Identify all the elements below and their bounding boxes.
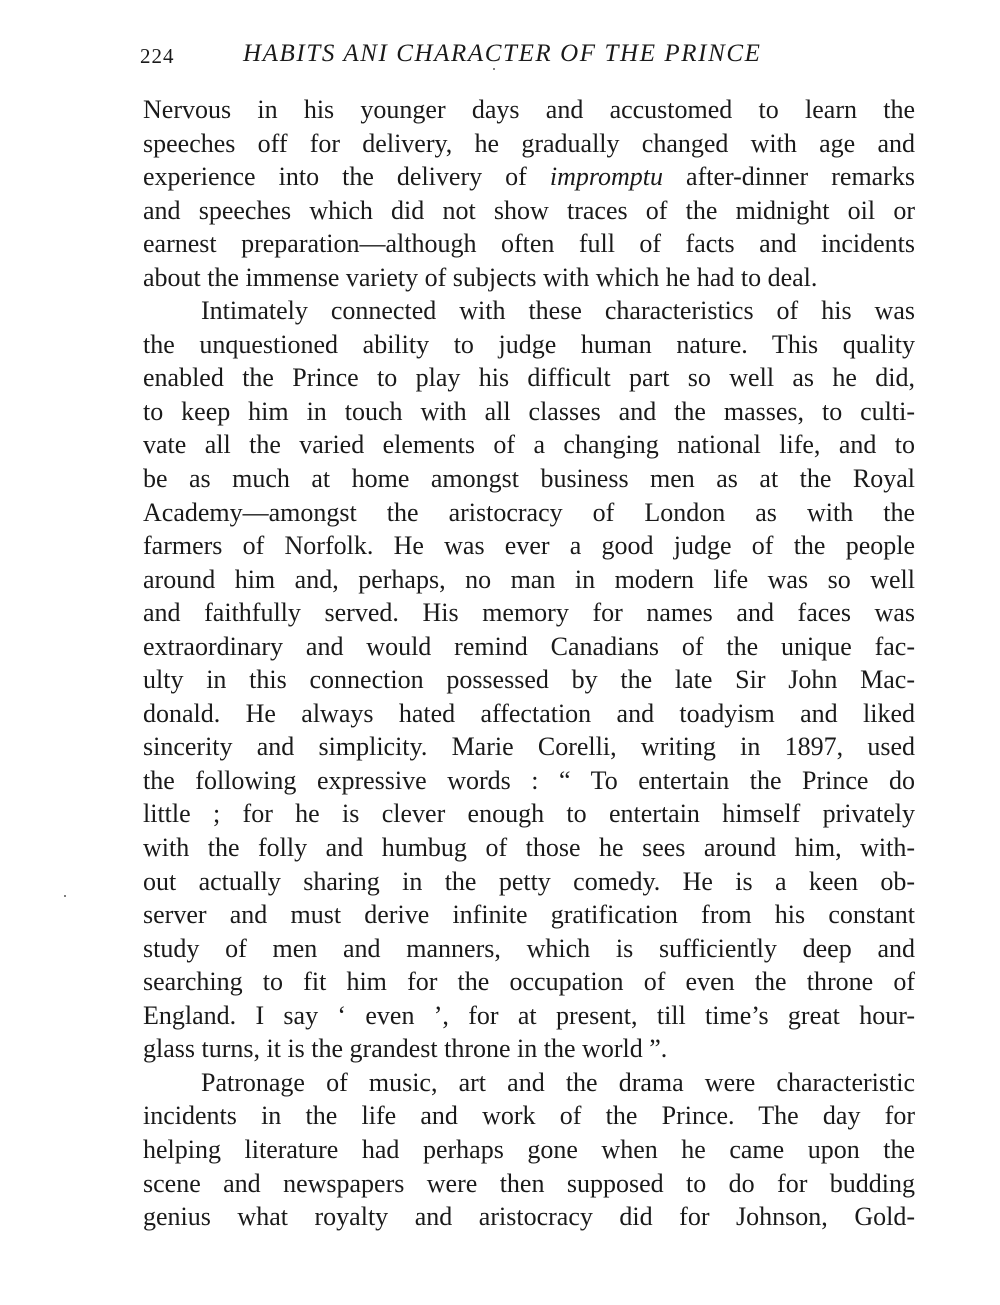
text-line: server and must derive infinite gratification from his constant [143, 900, 915, 930]
text-line: sincerity and simplicity. Marie Corelli, writing in 1897, used [143, 732, 915, 762]
page-number: 224 [140, 44, 175, 68]
text-segment: after-dinner remarks [663, 162, 915, 192]
text-line: enabled the Prince to play his difficult part so well as he did, [143, 363, 915, 393]
text-line: genius what royalty and aristocracy did for Johnson, Gold- [143, 1202, 915, 1232]
text-line: to keep him in touch with all classes and the masses, to culti- [143, 396, 915, 426]
text-line: extraordinary and would remind Canadians of the unique fac- [143, 631, 915, 661]
text-line: the following expressive words : “ To entertain the Prince do [143, 765, 915, 795]
text-line: Academy—amongst the aristocracy of London as with the [143, 497, 915, 527]
text-line: earnest preparation—although often full of facts and incidents [143, 229, 915, 259]
text-line: donald. He always hated affectation and toadyism and liked [143, 698, 915, 728]
body-text [143, 93, 915, 1234]
text-line: helping literature had perhaps gone when he came upon the [143, 1134, 915, 1164]
text-line: and speeches which did not show traces of the midnight oil or [143, 195, 915, 225]
text-line: around him and, perhaps, no man in modern life was so well [143, 564, 915, 594]
text-line: Patronage of music, art and the drama were characteristic [201, 1067, 915, 1097]
text-line: incidents in the life and work of the Prince. The day for [143, 1101, 915, 1131]
text-line: out actually sharing in the petty comedy. He is a keen ob- [143, 866, 915, 896]
italic-term: impromptu [549, 162, 663, 192]
text-line: be as much at home amongst business men as at the Royal [143, 464, 915, 494]
text-line: vate all the varied elements of a changing national life, and to [143, 430, 915, 460]
text-line [143, 160, 915, 194]
text-line: farmers of Norfolk. He was ever a good judge of the people [143, 531, 915, 561]
scan-speck [493, 68, 495, 70]
running-head [140, 40, 930, 72]
text-line: speeches off for delivery, he gradually changed with age and [143, 128, 915, 158]
text-line: and faithfully served. His memory for names and faces was [143, 598, 915, 628]
running-title: HABITS ANI CHARACTER OF THE PRINCE [243, 40, 762, 67]
text-line: the unquestioned ability to judge human nature. This quality [143, 329, 915, 359]
text-line: with the folly and humbug of those he sees around him, with- [143, 833, 915, 863]
text-line: England. I say ‘ even ’, for at present, till time’s great hour- [143, 1000, 915, 1030]
text-line: glass turns, it is the grandest throne in the world ”. [143, 1034, 668, 1064]
text-segment: experience into the delivery of [143, 162, 550, 192]
text-line: study of men and manners, which is sufficiently deep and [143, 933, 915, 963]
text-line: scene and newspapers were then supposed to do for budding [143, 1168, 915, 1198]
text-line: ulty in this connection possessed by the late Sir John Mac- [143, 665, 915, 695]
text-line: Nervous in his younger days and accustomed to learn the [143, 95, 915, 124]
text-line: Intimately connected with these characteristics of his was [201, 296, 915, 326]
scan-speck [64, 895, 66, 897]
text-line: about the immense variety of subjects with which he had to deal. [143, 262, 818, 292]
text-line: searching to fit him for the occupation of even the throne of [143, 967, 915, 997]
text-line: little ; for he is clever enough to entertain himself privately [143, 799, 915, 829]
